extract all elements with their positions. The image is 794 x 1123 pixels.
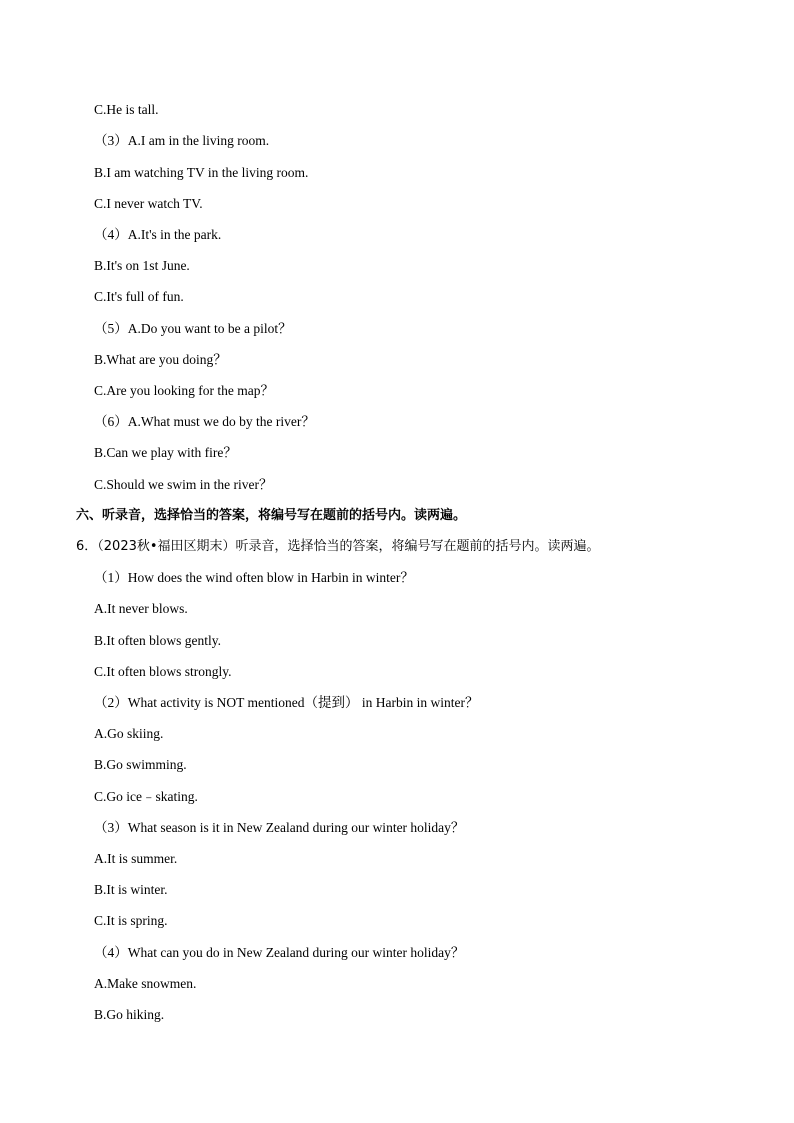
option-line: B.I am watching TV in the living room. [94, 165, 309, 180]
option-line: B.Can we play with fire？ [94, 445, 237, 460]
option-line: C.I never watch TV. [94, 196, 203, 211]
question-line: （3）A.I am in the living room. [94, 133, 270, 148]
question-line: （2）What activity is NOT mentioned（提到） in Harbin in winter？ [94, 695, 479, 710]
option-line: B.It often blows gently. [94, 633, 221, 648]
option-line: B.What are you doing？ [94, 352, 227, 367]
option-line: A.It is summer. [94, 851, 178, 866]
option-line: C.He is tall. [94, 102, 159, 117]
option-line: B.It is winter. [94, 882, 168, 897]
option-line: A.Go skiing. [94, 726, 164, 741]
question-line: （1）How does the wind often blow in Harbin in winter？ [94, 570, 414, 585]
option-line: C.Should we swim in the river？ [94, 477, 273, 492]
option-line: B.Go swimming. [94, 757, 187, 772]
option-line: C.It often blows strongly. [94, 664, 232, 679]
question-line: （6）A.What must we do by the river？ [94, 414, 315, 429]
question-line: （3）What season is it in New Zealand during our winter holiday？ [94, 820, 465, 835]
item-heading: 6．（2023秋•福田区期末）听录音，选择恰当的答案，将编号写在题前的括号内。读两遍。 [76, 539, 600, 554]
option-line: B.Go hiking. [94, 1007, 165, 1022]
question-line: （4）What can you do in New Zealand during our winter holiday？ [94, 945, 465, 960]
option-line: A.Make snowmen. [94, 976, 197, 991]
option-line: A.It never blows. [94, 601, 188, 616]
option-line: C.Go ice﹣skating. [94, 789, 198, 804]
option-line: C.Are you looking for the map？ [94, 383, 274, 398]
option-line: B.It's on 1st June. [94, 258, 190, 273]
question-line: （5）A.Do you want to be a pilot？ [94, 321, 292, 336]
option-line: C.It's full of fun. [94, 289, 184, 304]
question-line: （4）A.It's in the park. [94, 227, 222, 242]
section-heading: 六、听录音，选择恰当的答案，将编号写在题前的括号内。读两遍。 [76, 508, 467, 523]
option-line: C.It is spring. [94, 913, 168, 928]
